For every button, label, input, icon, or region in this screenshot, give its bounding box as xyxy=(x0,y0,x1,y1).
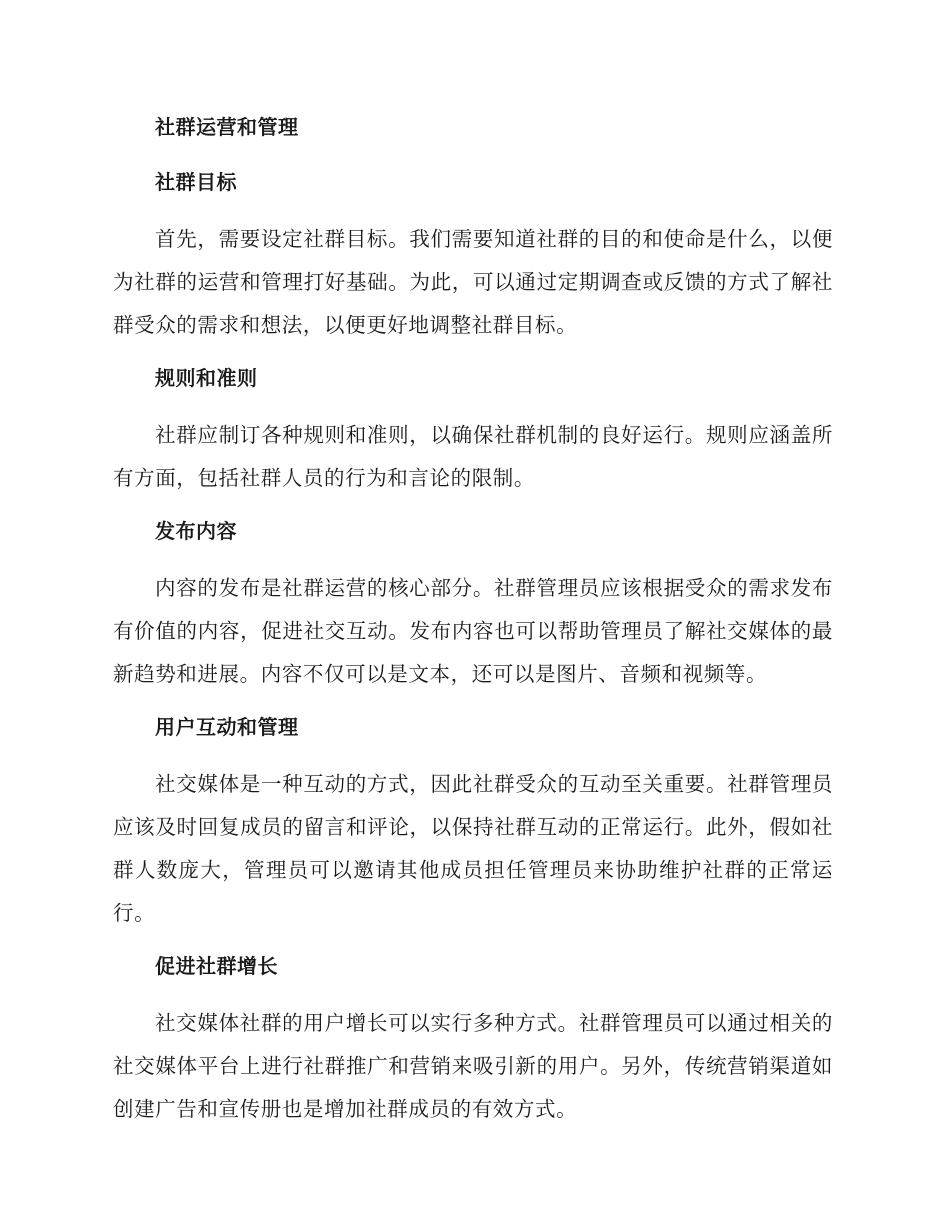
section-paragraph: 首先，需要设定社群目标。我们需要知道社群的目的和使命是什么，以便为社群的运营和管理打好基础。为此，可以通过定期调查或反馈的方式了解社群受众的需求和想法，以便更好地调整社群目标。 xyxy=(113,227,833,337)
section-heading: 规则和准则 xyxy=(155,366,258,390)
section-paragraph: 社群应制订各种规则和准则，以确保社群机制的良好运行。规则应涵盖所有方面，包括社群人员的行为和言论的限制。 xyxy=(113,423,833,490)
section-heading: 发布内容 xyxy=(155,519,237,543)
section-heading: 促进社群增长 xyxy=(155,954,278,978)
document-page xyxy=(113,108,833,1143)
section-rules xyxy=(113,359,833,500)
document-title: 社群运营和管理 xyxy=(155,115,299,139)
section-heading: 用户互动和管理 xyxy=(155,715,299,739)
section-paragraph: 社交媒体社群的用户增长可以实行多种方式。社群管理员可以通过相关的社交媒体平台上进行社群推广和营销来吸引新的用户。另外，传统营销渠道如创建广告和宣传册也是增加社群成员的有效方式。 xyxy=(113,1011,833,1121)
section-content-publishing xyxy=(113,512,833,696)
section-growth xyxy=(113,947,833,1131)
section-user-interaction xyxy=(113,708,833,935)
section-heading: 社群目标 xyxy=(155,170,237,194)
section-paragraph: 内容的发布是社群运营的核心部分。社群管理员应该根据受众的需求发布有价值的内容，促进社交互动。发布内容也可以帮助管理员了解社交媒体的最新趋势和进展。内容不仅可以是文本，还可以是图片、音频和视频等。 xyxy=(113,576,833,686)
section-paragraph: 社交媒体是一种互动的方式，因此社群受众的互动至关重要。社群管理员应该及时回复成员的留言和评论，以保持社群互动的正常运行。此外，假如社群人数庞大，管理员可以邀请其他成员担任管理员来协助维护社群的正常运行。 xyxy=(113,772,833,925)
section-goals xyxy=(113,163,833,347)
